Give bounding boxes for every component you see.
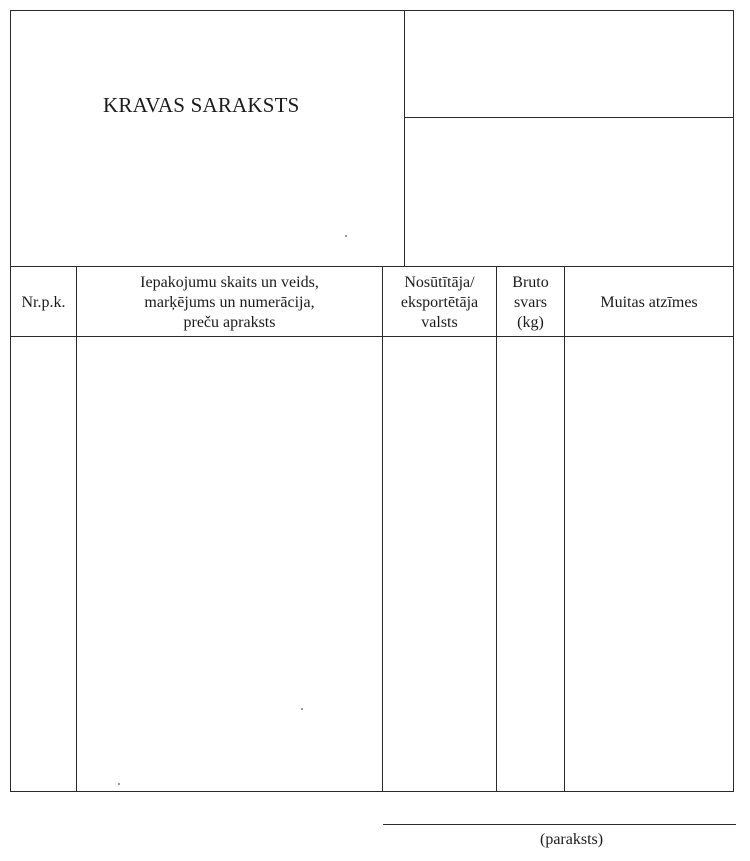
scan-speck	[301, 708, 303, 710]
scan-speck	[345, 235, 347, 237]
column-header-country-line-3: valsts	[421, 314, 458, 331]
column-header-description	[77, 268, 382, 338]
column-header-country-line-2: eksportētāja	[400, 294, 479, 311]
column-header-weight-line-3: (kg)	[517, 314, 544, 331]
column-line-3	[496, 267, 497, 791]
column-header-customs	[565, 268, 733, 338]
column-line-1	[76, 267, 77, 791]
column-header-weight-line-1: Bruto	[512, 274, 549, 291]
cargo-list-form	[10, 10, 734, 792]
scan-speck	[118, 783, 120, 785]
column-header-nr	[11, 268, 76, 338]
column-header-nr-label: Nr.p.k.	[21, 294, 66, 311]
column-header-weight-line-2: svars	[514, 294, 547, 311]
column-header-description-line-1: Iepakojumu skaits un veids,	[140, 274, 319, 291]
top-right-divider-line	[404, 117, 733, 118]
column-header-description-line-3: preču apraksts	[183, 314, 276, 331]
header-divider-line	[11, 266, 733, 267]
column-header-description-line-2: marķējums un numerācija,	[144, 294, 315, 311]
signature-label: (paraksts)	[540, 831, 604, 848]
column-line-2	[382, 267, 383, 791]
column-header-country-line-1: Nosūtītāja/	[404, 274, 475, 291]
signature-line	[383, 824, 736, 825]
column-header-country	[383, 268, 496, 338]
title-box-right-line	[404, 11, 405, 267]
column-header-weight	[497, 268, 564, 338]
column-line-4	[564, 267, 565, 791]
form-title: KRAVAS SARAKSTS	[103, 93, 300, 117]
column-header-customs-label: Muitas atzīmes	[600, 294, 698, 311]
